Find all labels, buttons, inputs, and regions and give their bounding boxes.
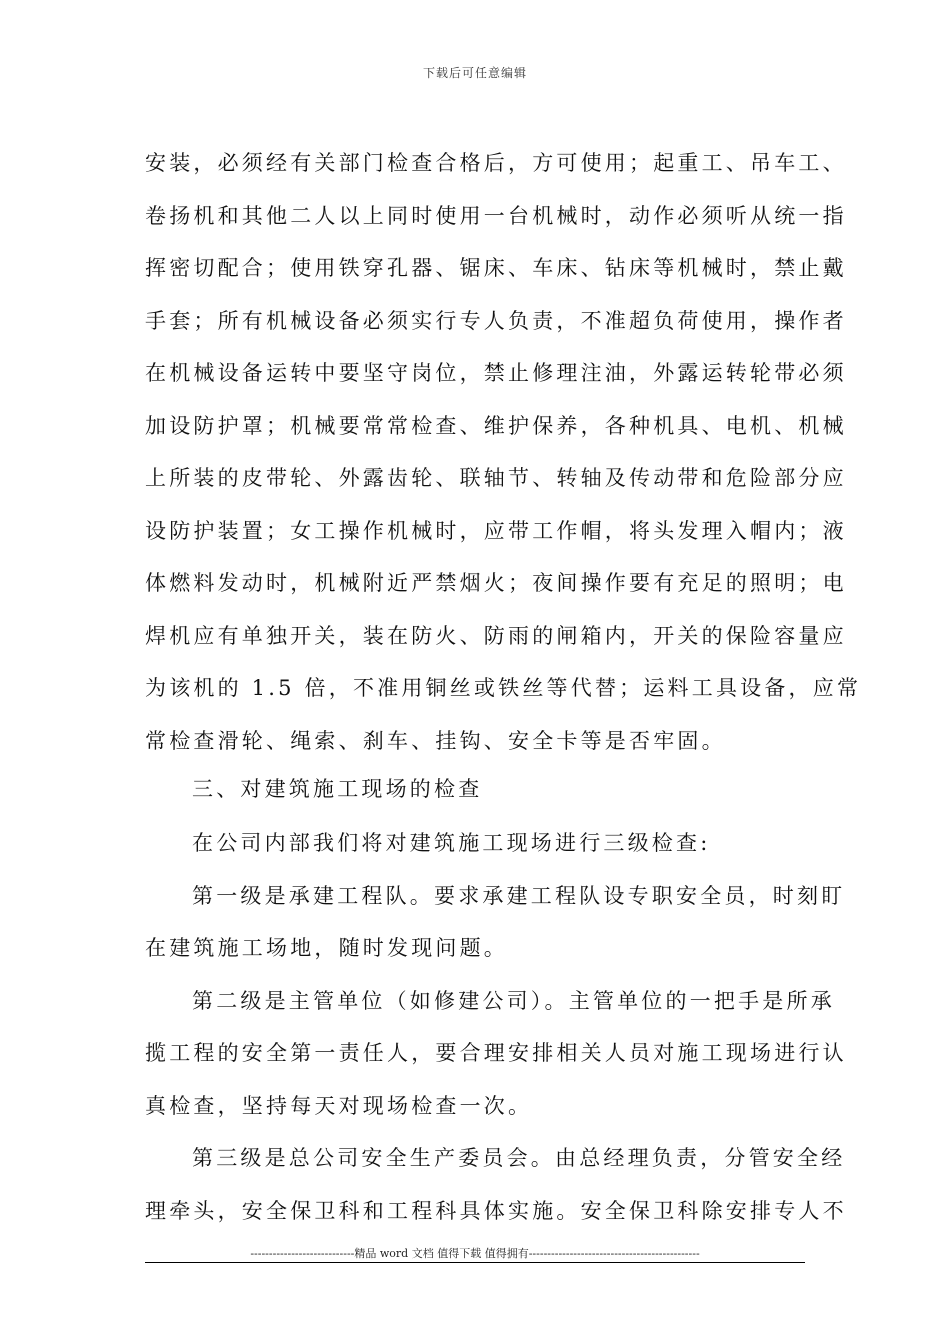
- body-line: 上所装的皮带轮、外露齿轮、联轴节、转轴及传动带和危险部分应: [145, 466, 847, 490]
- page-header: 下载后可任意编辑: [422, 66, 527, 80]
- body-line: 理牵头，安全保卫科和工程科具体实施。安全保卫科除安排专人不: [145, 1199, 847, 1223]
- body-line: 常检查滑轮、绳索、刹车、挂钩、安全卡等是否牢固。: [145, 729, 726, 753]
- body-line: 体燃料发动时，机械附近严禁烟火；夜间操作要有充足的照明；电: [145, 571, 847, 595]
- body-line: 第一级是承建工程队。要求承建工程队设专职安全员，时刻盯: [192, 884, 846, 908]
- section-heading: 三、对建筑施工现场的检查: [192, 777, 483, 801]
- body-line: 揽工程的安全第一责任人，要合理安排相关人员对施工现场进行认: [145, 1041, 847, 1065]
- body-line: 真检查，坚持每天对现场检查一次。: [145, 1094, 533, 1118]
- body-line: 第三级是总公司安全生产委员会。由总经理负责，分管安全经: [192, 1146, 846, 1170]
- body-line: 设防护装置；女工操作机械时，应带工作帽，将头发理入帽内；液: [145, 519, 847, 543]
- body-line: 为该机的 1.5 倍，不准用铜丝或铁丝等代替；运料工具设备，应常: [145, 676, 862, 700]
- body-line: 加设防护罩；机械要常常检查、维护保养，各种机具、电机、机械: [145, 414, 847, 438]
- footer-divider: [145, 1262, 805, 1263]
- body-line: 挥密切配合；使用铁穿孔器、锯床、车床、钻床等机械时，禁止戴: [145, 256, 847, 280]
- body-line: 在公司内部我们将对建筑施工现场进行三级检查:: [192, 831, 711, 855]
- body-line: 卷扬机和其他二人以上同时使用一台机械时，动作必须听从统一指: [145, 204, 847, 228]
- body-line: 焊机应有单独开关，装在防火、防雨的闸箱内，开关的保险容量应: [145, 624, 847, 648]
- body-line: 在建筑施工场地，随时发现问题。: [145, 936, 508, 960]
- body-line: 在机械设备运转中要坚守岗位，禁止修理注油，外露运转轮带必须: [145, 361, 847, 385]
- body-line: 第二级是主管单位（如修建公司）。主管单位的一把手是所承: [192, 989, 835, 1013]
- page-footer: ----------------------------精品 word 文档 值得下载 值得拥有----------------------------------------------: [250, 1247, 700, 1260]
- body-line: 手套；所有机械设备必须实行专人负责，不准超负荷使用，操作者: [145, 309, 847, 333]
- body-line: 安装，必须经有关部门检查合格后，方可使用；起重工、吊车工、: [145, 151, 847, 175]
